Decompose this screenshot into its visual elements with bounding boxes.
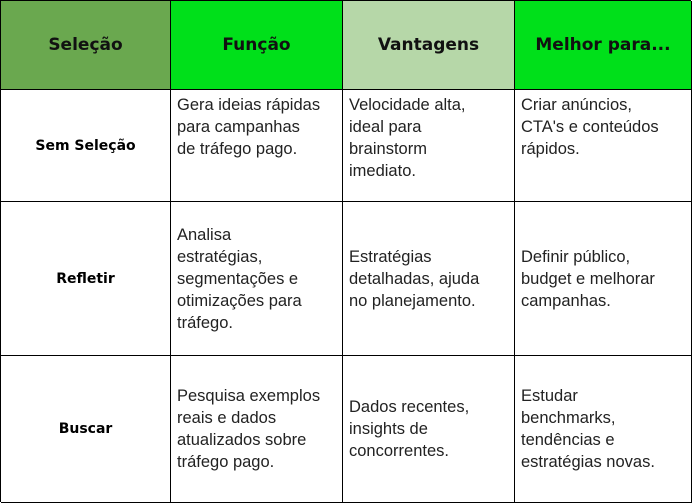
- header-funcao-label: Função: [222, 35, 291, 55]
- header-funcao: [171, 1, 343, 90]
- row-label-text: Sem Seleção: [35, 137, 136, 154]
- cell-melhor-para: [515, 202, 692, 356]
- cell-melhor-para: [515, 90, 692, 202]
- header-selecao: [1, 1, 171, 90]
- cell-text: Gera ideias rápidas para campanhas de tráfego pago.: [177, 96, 321, 158]
- cell-text: Estudar benchmarks, tendências e estratégias novas.: [521, 387, 655, 471]
- cell-melhor-para: [515, 356, 692, 503]
- cell-funcao: [171, 90, 343, 202]
- header-melhor-para-label: Melhor para...: [535, 35, 671, 55]
- cell-funcao: [171, 202, 343, 356]
- cell-text: Definir público, budget e melhorar campanhas.: [521, 247, 655, 310]
- header-selecao-label: Seleção: [48, 35, 123, 55]
- cell-text: Pesquisa exemplos reais e dados atualizados sobre tráfego pago.: [177, 387, 321, 471]
- cell-text: Analisa estratégias, segmentações e otimizações para tráfego.: [177, 225, 302, 332]
- header-melhor-para: [515, 1, 692, 90]
- header-vantagens: [343, 1, 515, 90]
- cell-vantagens: [343, 202, 515, 356]
- cell-text: Velocidade alta, ideal para brainstorm imediato.: [349, 96, 466, 180]
- cell-funcao: [171, 356, 343, 503]
- row-label-refletir: [1, 202, 171, 356]
- row-label-text: Buscar: [58, 421, 113, 437]
- cell-vantagens: [343, 356, 515, 503]
- cell-text: Estratégias detalhadas, ajuda no planejamento.: [349, 247, 480, 310]
- cell-text: Dados recentes, insights de concorrentes.: [349, 398, 470, 460]
- header-vantagens-label: Vantagens: [377, 35, 480, 55]
- row-label-text: Refletir: [56, 270, 115, 287]
- row-label-sem-selecao: [1, 90, 171, 202]
- cell-vantagens: [343, 90, 515, 202]
- row-label-buscar: [1, 356, 171, 503]
- cell-text: Criar anúncios, CTA's e conteúdos rápidos.: [521, 96, 659, 158]
